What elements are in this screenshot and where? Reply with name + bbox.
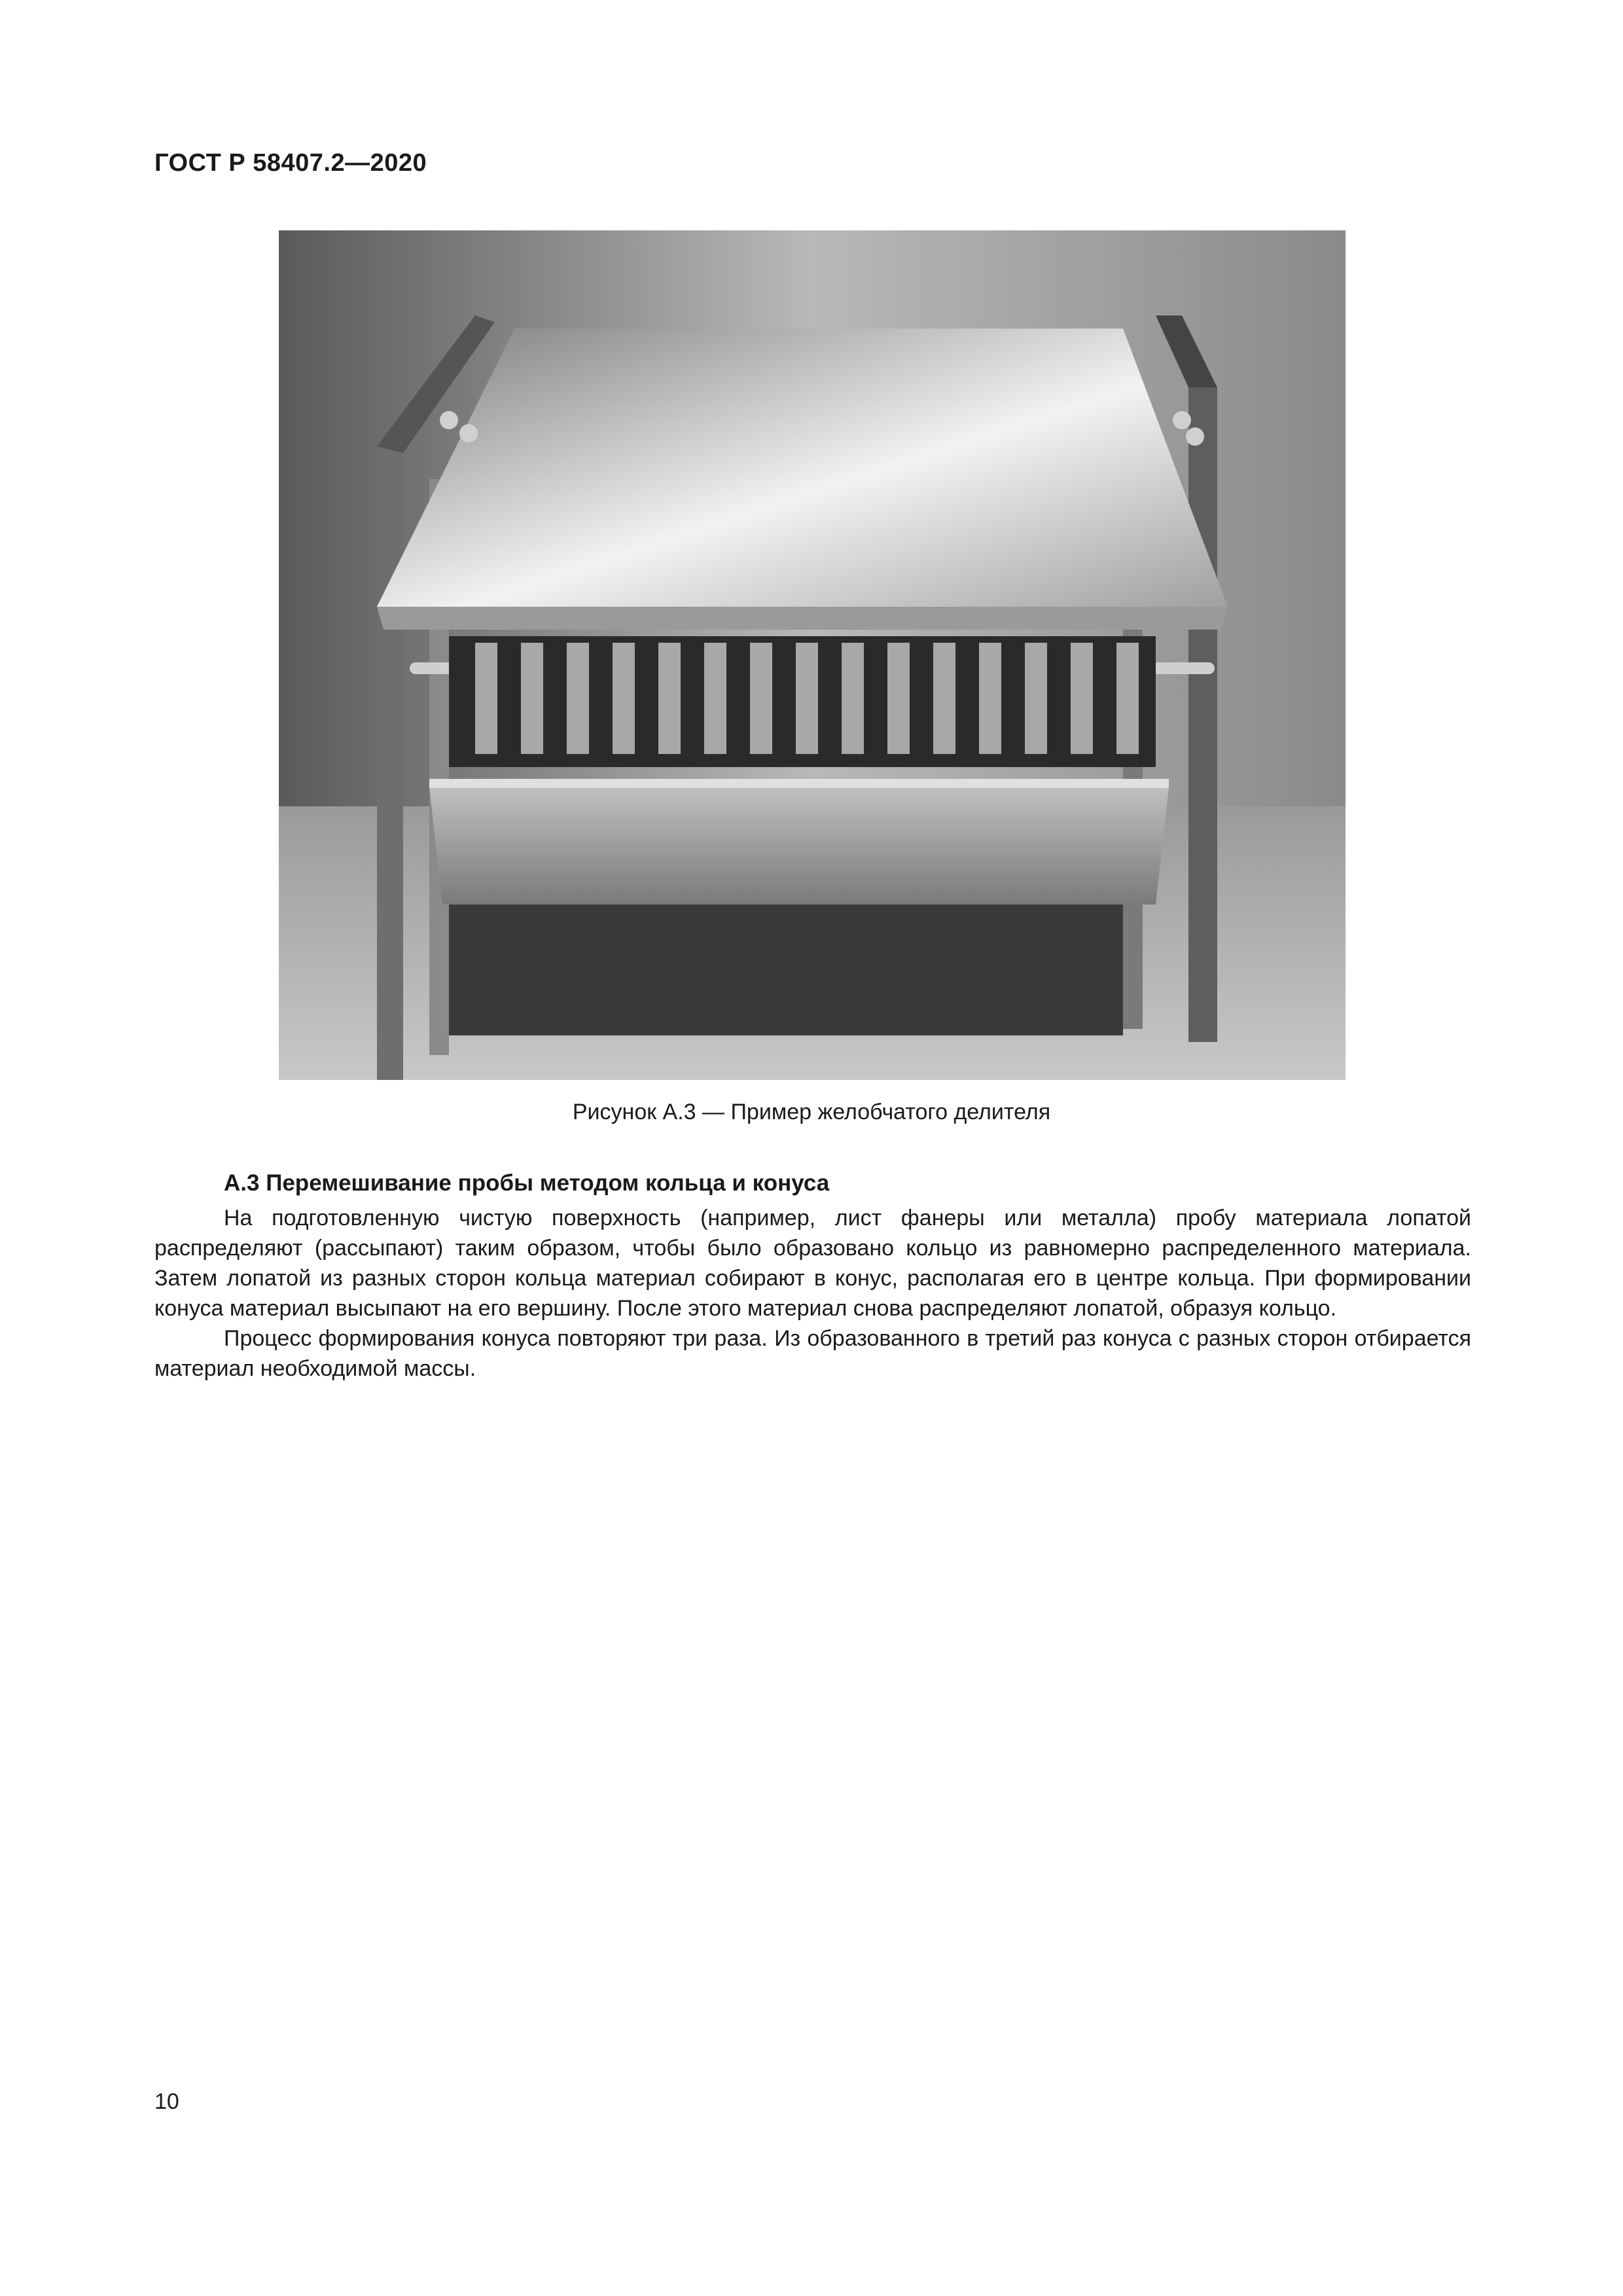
figure-caption: Рисунок А.3 — Пример желобчатого делителя [572, 1100, 1051, 1124]
section-body [154, 1203, 1471, 1384]
section-title: А.3 Перемешивание пробы методом кольца и конуса [224, 1170, 830, 1196]
page-number: 10 [154, 2089, 179, 2114]
riffle-divider-photo [279, 230, 1346, 1080]
document-header: ГОСТ Р 58407.2—2020 [154, 149, 427, 177]
paragraph: На подготовленную чистую поверхность (например, лист фанеры или металла) пробу материала лопатой распределяют (рассыпают) таким образом, чтобы было образовано кольцо из равномерно распределенного материала. Затем лопатой из разных сторон кольца материал собирают в конус, располагая его в центре кольца. При формировании конуса материал высыпают на его вершину. После этого материал снова распределяют лопатой, образуя кольцо. [154, 1206, 1471, 1321]
paragraph: Процесс формирования конуса повторяют три раза. Из образованного в третий раз конуса с разных сторон отбирается материал необходимой массы. [154, 1326, 1471, 1381]
